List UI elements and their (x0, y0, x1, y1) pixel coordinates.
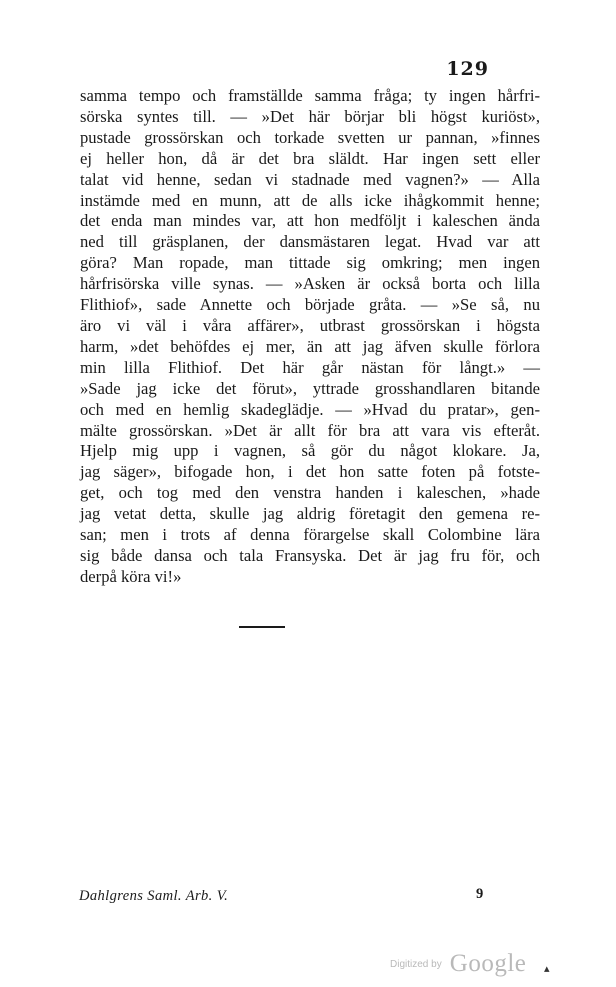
text-line: samma tempo och framställde samma fråga; ty ingen hårfri- (80, 86, 540, 105)
corner-triangle-icon: ▴ (544, 962, 550, 975)
digitized-watermark (390, 950, 526, 978)
text-line: göra? Man ropade, man tittade sig omkring; men ingen (80, 253, 540, 273)
section-divider (239, 626, 285, 628)
text-line: san; men i trots af denna förargelse skall Colombine lära (80, 525, 540, 545)
text-line: harm, »det behöfdes ej mer, än att jag äfven skulle förlora (80, 336, 540, 356)
text-line: talat vid henne, sedan vi stadnade med vagnen?» — Alla (80, 169, 540, 189)
text-line: jag vetat detta, skulle jag aldrig företagit den gemena re- (80, 504, 540, 524)
text-line: äro vi väl i våra affärer», utbrast grossörskan i högsta (80, 315, 540, 335)
text-line: mälte grossörskan. »Det är allt för bra att vara vis efteråt. (80, 420, 540, 440)
text-line: jag säger», bifogade hon, i det hon satte foten på fotste- (80, 462, 540, 482)
text-line: sörska syntes till. — »Det här börjar bli högst kuriöst», (80, 106, 540, 126)
text-line-last: derpå köra vi!» (80, 566, 182, 586)
text-line: och med en hemlig skadeglädje. — »Hvad du pratar», gen- (80, 399, 540, 419)
text-line: get, och tog med den venstra handen i kaleschen, »hade (80, 483, 540, 503)
body-text (80, 86, 540, 588)
text-line: instämde med en munn, att de alls icke ihågkommit henne; (80, 190, 540, 210)
footer-sheet-number: 9 (476, 886, 484, 902)
google-logo-text: Google (449, 950, 527, 977)
page-number: 129 (446, 58, 489, 80)
text-line: Hjelp mig upp i vagnen, så gör du något klokare. Ja, (80, 441, 540, 461)
text-line: ej heller hon, då är det bra släldt. Har ingen sett eller (80, 148, 540, 168)
text-line: min lilla Flithiof. Det här går nästan för långt.» — (80, 357, 540, 377)
text-line: Flithiof», sade Annette och började gråta. — »Se så, nu (80, 295, 540, 315)
text-line: »Sade jag icke det förut», yttrade grosshandlaren bitande (80, 378, 540, 398)
text-line: pustade grossörskan och torkade svetten ur pannan, »finnes (80, 127, 540, 147)
text-line: det enda man mindes var, att hon medföljt i kaleschen ända (80, 211, 540, 231)
watermark-prefix: Digitized by (390, 959, 442, 970)
text-line: ned till gräsplanen, der dansmästaren legat. Hvad var att (80, 232, 540, 252)
text-line: sig både dansa och tala Fransyska. Det är jag fru för, och (80, 545, 540, 565)
text-line: hårfrisörska ville synas. — »Asken är också borta och lilla (80, 274, 540, 294)
footer-signature: Dahlgrens Saml. Arb. V. (79, 888, 229, 904)
